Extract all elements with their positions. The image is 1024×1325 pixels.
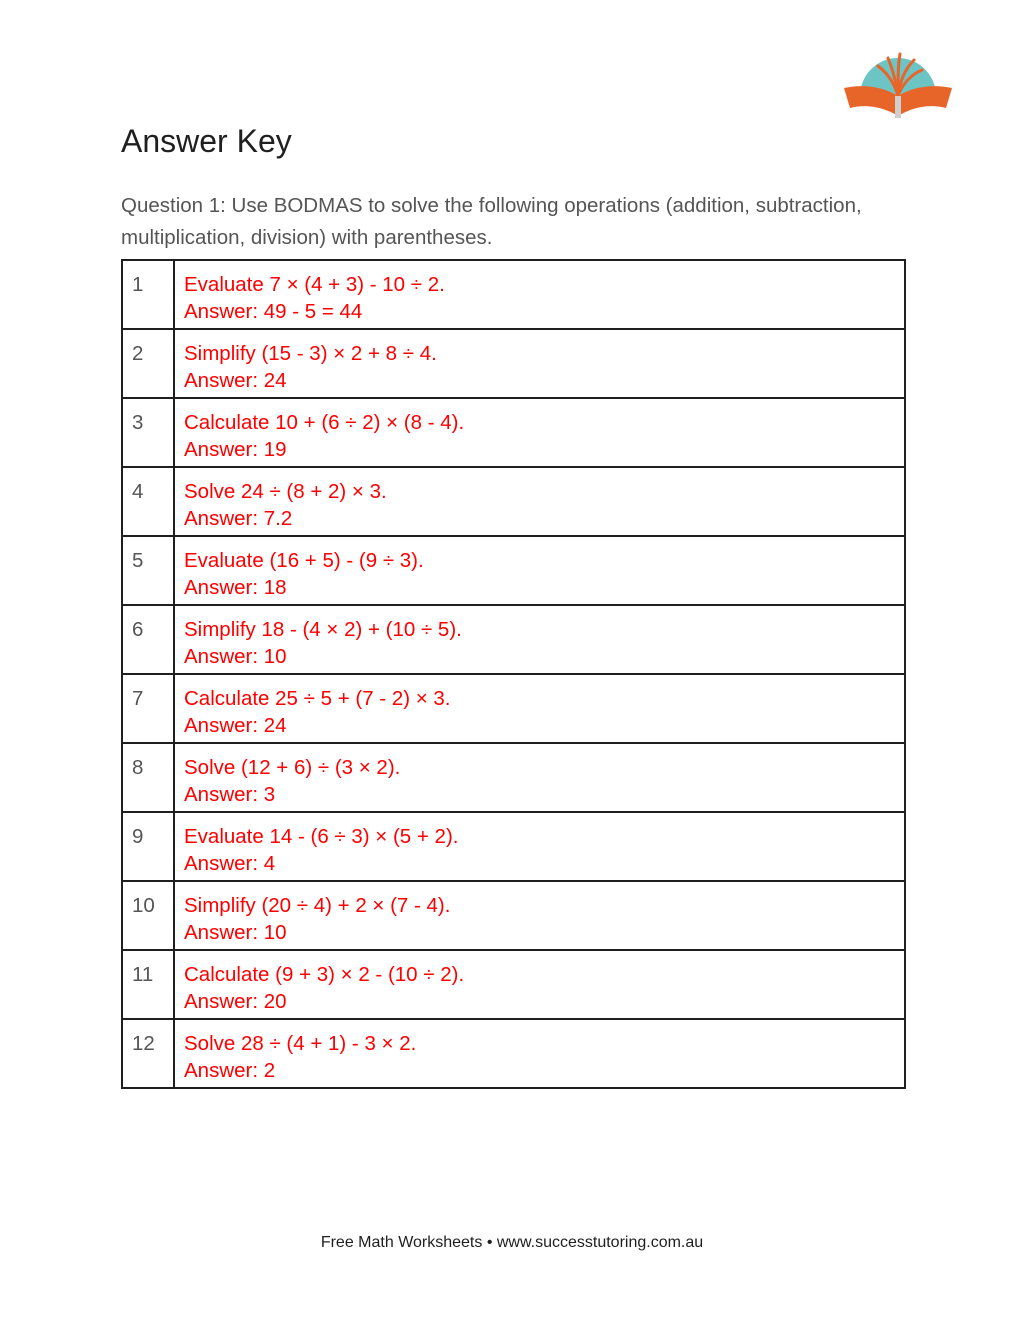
table-row bbox=[122, 329, 905, 398]
answer-text: Answer: 7.2 bbox=[184, 507, 293, 530]
question-text: Solve 28 ÷ (4 + 1) - 3 × 2. bbox=[184, 1032, 417, 1055]
answer-text: Answer: 19 bbox=[184, 438, 287, 461]
footer: Free Math Worksheets • www.successtutoring.com.au bbox=[320, 1234, 704, 1251]
question-text: Calculate 25 ÷ 5 + (7 - 2) × 3. bbox=[184, 687, 451, 710]
table-row bbox=[122, 467, 905, 536]
question-cell bbox=[174, 398, 905, 467]
question-number: 12 bbox=[122, 1019, 174, 1088]
question-number: 1 bbox=[122, 260, 174, 329]
question-text: Solve (12 + 6) ÷ (3 × 2). bbox=[184, 756, 401, 779]
question-number: 6 bbox=[122, 605, 174, 674]
table-row bbox=[122, 881, 905, 950]
question-text: Calculate (9 + 3) × 2 - (10 ÷ 2). bbox=[184, 963, 465, 986]
answer-text: Answer: 18 bbox=[184, 576, 287, 599]
question-text: Simplify (20 ÷ 4) + 2 × (7 - 4). bbox=[184, 894, 451, 917]
table-row bbox=[122, 260, 905, 329]
question-number: 5 bbox=[122, 536, 174, 605]
question-number: 11 bbox=[122, 950, 174, 1019]
answer-text: Answer: 4 bbox=[184, 852, 276, 875]
question-cell bbox=[174, 467, 905, 536]
answer-text: Answer: 24 bbox=[184, 714, 287, 737]
table-row bbox=[122, 1019, 905, 1088]
table-row bbox=[122, 950, 905, 1019]
open-book-logo-icon bbox=[838, 44, 958, 120]
question-number: 2 bbox=[122, 329, 174, 398]
answer-text: Answer: 20 bbox=[184, 990, 287, 1013]
table-row bbox=[122, 605, 905, 674]
answer-text: Answer: 49 - 5 = 44 bbox=[184, 300, 363, 323]
question-cell bbox=[174, 812, 905, 881]
answer-text: Answer: 24 bbox=[184, 369, 287, 392]
answer-table bbox=[121, 259, 906, 1089]
question-cell bbox=[174, 950, 905, 1019]
question-cell bbox=[174, 260, 905, 329]
question-cell bbox=[174, 881, 905, 950]
answer-text: Answer: 2 bbox=[184, 1059, 276, 1082]
question-cell bbox=[174, 329, 905, 398]
answer-text: Answer: 10 bbox=[184, 921, 287, 944]
question-text: Evaluate 7 × (4 + 3) - 10 ÷ 2. bbox=[184, 273, 445, 296]
question-number: 9 bbox=[122, 812, 174, 881]
question-text: Simplify (15 - 3) × 2 + 8 ÷ 4. bbox=[184, 342, 437, 365]
table-row bbox=[122, 812, 905, 881]
question-text: Calculate 10 + (6 ÷ 2) × (8 - 4). bbox=[184, 411, 465, 434]
question-text: Evaluate 14 - (6 ÷ 3) × (5 + 2). bbox=[184, 825, 459, 848]
question-text: Evaluate (16 + 5) - (9 ÷ 3). bbox=[184, 549, 424, 572]
question-number: 4 bbox=[122, 467, 174, 536]
table-row bbox=[122, 743, 905, 812]
question-number: 3 bbox=[122, 398, 174, 467]
question-instructions: Question 1: Use BODMAS to solve the following operations (addition, subtraction, multiplication, division) with parentheses. bbox=[121, 194, 862, 249]
question-number: 7 bbox=[122, 674, 174, 743]
table-row bbox=[122, 398, 905, 467]
question-text: Simplify 18 - (4 × 2) + (10 ÷ 5). bbox=[184, 618, 462, 641]
question-cell bbox=[174, 743, 905, 812]
page-title: Answer Key bbox=[121, 123, 292, 159]
table-row bbox=[122, 536, 905, 605]
question-cell bbox=[174, 605, 905, 674]
question-cell bbox=[174, 536, 905, 605]
question-number: 8 bbox=[122, 743, 174, 812]
answer-text: Answer: 10 bbox=[184, 645, 287, 668]
question-number: 10 bbox=[122, 881, 174, 950]
table-row bbox=[122, 674, 905, 743]
answer-text: Answer: 3 bbox=[184, 783, 276, 806]
question-cell bbox=[174, 1019, 905, 1088]
question-cell bbox=[174, 674, 905, 743]
question-text: Solve 24 ÷ (8 + 2) × 3. bbox=[184, 480, 387, 503]
